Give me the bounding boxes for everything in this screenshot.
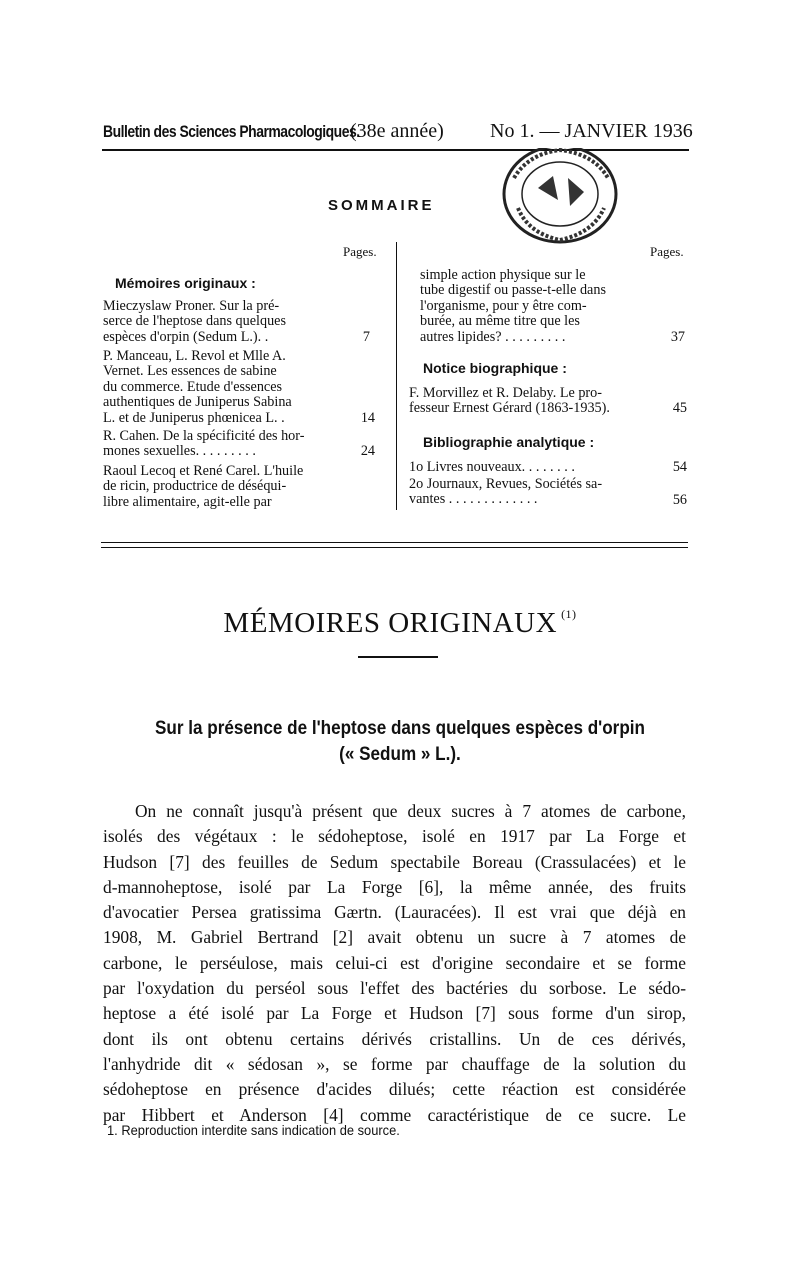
footnote: 1. Reproduction interdite sans indication de source. xyxy=(107,1122,400,1138)
toc-line: espèces d'orpin (Sedum L.). . xyxy=(103,328,269,345)
toc-line: vantes . . . . . . . . . . . . . xyxy=(409,491,538,508)
toc-entry-lecoq-cont xyxy=(420,268,660,345)
toc-line: autres lipides? . . . . . . . . . xyxy=(420,328,566,345)
main-title xyxy=(0,607,800,640)
footnote-marker: (1) xyxy=(561,607,577,621)
toc-line: l'organisme, pour y être com- xyxy=(420,297,587,314)
toc-line: libre alimentaire, agit-elle par xyxy=(103,493,272,510)
section-rule xyxy=(101,547,688,548)
journal-year: (38e année) xyxy=(350,120,444,142)
toc-line: serce de l'heptose dans quelques xyxy=(103,313,286,330)
toc-page: 37 xyxy=(670,329,685,345)
toc-entry-lecoq xyxy=(103,464,378,510)
toc-entry-livres xyxy=(409,460,659,475)
toc-line: 2o Journaux, Revues, Sociétés sa- xyxy=(409,476,603,492)
toc-line: fesseur Ernest Gérard (1863-1935). xyxy=(409,400,610,417)
body-line: par Hibbert et Anderson [4] comme caractéristique de ce sucre. Le xyxy=(103,1104,686,1125)
toc-line: simple action physique sur le xyxy=(420,267,586,283)
sommaire-title: SOMMAIRE xyxy=(328,197,435,214)
toc-line: Mieczyslaw Proner. Sur la pré- xyxy=(103,298,280,314)
article-title-line: Sur la présence de l'heptose dans quelques espèces d'orpin xyxy=(155,718,645,739)
body-line: dont ils ont obtenu certains dérivés cristallins. Un de ces dérivés, xyxy=(103,1028,686,1049)
article-body xyxy=(103,799,686,1128)
toc-page: 54 xyxy=(672,459,687,475)
body-line: sédoheptose en présence d'acides dilués; cette réaction est considérée xyxy=(103,1079,686,1100)
toc-line: mones sexuelles. . . . . . . . . xyxy=(103,443,256,460)
article-title xyxy=(135,716,666,768)
toc-entry-morvillez xyxy=(409,386,669,417)
toc-line: de ricin, productrice de déséqui- xyxy=(103,478,287,495)
library-stamp-icon xyxy=(498,148,628,248)
body-line: d-mannoheptose, isolé par La Forge [6], la même année, des fruits xyxy=(103,876,686,897)
toc-page: 56 xyxy=(672,492,687,508)
toc-entry-journaux xyxy=(409,477,659,508)
toc-line: du commerce. Etude d'essences xyxy=(103,378,283,395)
article-title-line: (« Sedum » L.). xyxy=(339,744,461,765)
toc-entry-proner xyxy=(103,299,353,345)
column-divider xyxy=(396,242,397,510)
section-notice: Notice biographique : xyxy=(423,360,567,376)
body-line: isolés des végétaux : le sédoheptose, isolé en 1917 par La Forge et xyxy=(103,826,686,847)
main-title-text: MÉMOIRES ORIGINAUX xyxy=(223,607,558,639)
body-line: On ne connaît jusqu'à présent que deux sucres à 7 atomes de carbone, xyxy=(135,801,686,821)
pages-label-left: Pages. xyxy=(343,244,377,259)
toc-line: Vernet. Les essences de sabine xyxy=(103,363,277,380)
body-line: Hudson [7] des feuilles de Sedum spectabile Boreau (Crassulacées) et le xyxy=(103,851,686,872)
body-line: d'avocatier Persea gratissima Gærtn. (Lauracées). Il est vrai que déjà en xyxy=(103,902,686,923)
toc-line: tube digestif ou passe-t-elle dans xyxy=(420,282,606,299)
toc-entry-manceau xyxy=(103,349,363,426)
toc-line: F. Morvillez et R. Delaby. Le pro- xyxy=(409,385,602,401)
toc-entry-cahen xyxy=(103,429,368,460)
body-line: par l'oxydation du perséol sous l'effet des bactéries du sorbose. Le sédo- xyxy=(103,978,686,999)
journal-name: Bulletin des Sciences Pharmacologiques. xyxy=(103,122,360,141)
section-rule xyxy=(101,542,688,543)
toc-line: Raoul Lecoq et René Carel. L'huile xyxy=(103,463,304,479)
toc-page: 7 xyxy=(362,329,370,345)
body-line: l'anhydride dit « sédosan », se forme par chauffage de la solution du xyxy=(103,1053,686,1074)
toc-line: L. et de Juniperus phœnicea L. . xyxy=(103,409,285,426)
section-memoires: Mémoires originaux : xyxy=(115,275,256,291)
toc-line: burée, au même titre que les xyxy=(420,313,580,330)
journal-issue: No 1. — JANVIER 1936 xyxy=(490,120,693,142)
body-line: heptose a été isolé par La Forge et Hudson [7] sous forme d'un sirop, xyxy=(103,1003,686,1024)
section-bibliographie: Bibliographie analytique : xyxy=(423,434,595,450)
toc-line: R. Cahen. De la spécificité des hor- xyxy=(103,428,305,444)
toc-page: 45 xyxy=(672,400,687,416)
toc-line: authentiques de Juniperus Sabina xyxy=(103,394,292,411)
toc-line: P. Manceau, L. Revol et Mlle A. xyxy=(103,348,286,364)
body-line: 1908, M. Gabriel Bertrand [2] avait obtenu un sucre à 7 atomes de xyxy=(103,927,686,948)
body-line: carbone, le perséulose, mais celui-ci est d'origine secondaire et se forme xyxy=(103,952,686,973)
toc-page: 24 xyxy=(360,443,375,459)
toc-line: 1o Livres nouveaux. . . . . . . . xyxy=(409,459,575,475)
toc-page: 14 xyxy=(360,410,375,426)
title-rule xyxy=(358,656,438,658)
pages-label-right: Pages. xyxy=(650,244,684,259)
